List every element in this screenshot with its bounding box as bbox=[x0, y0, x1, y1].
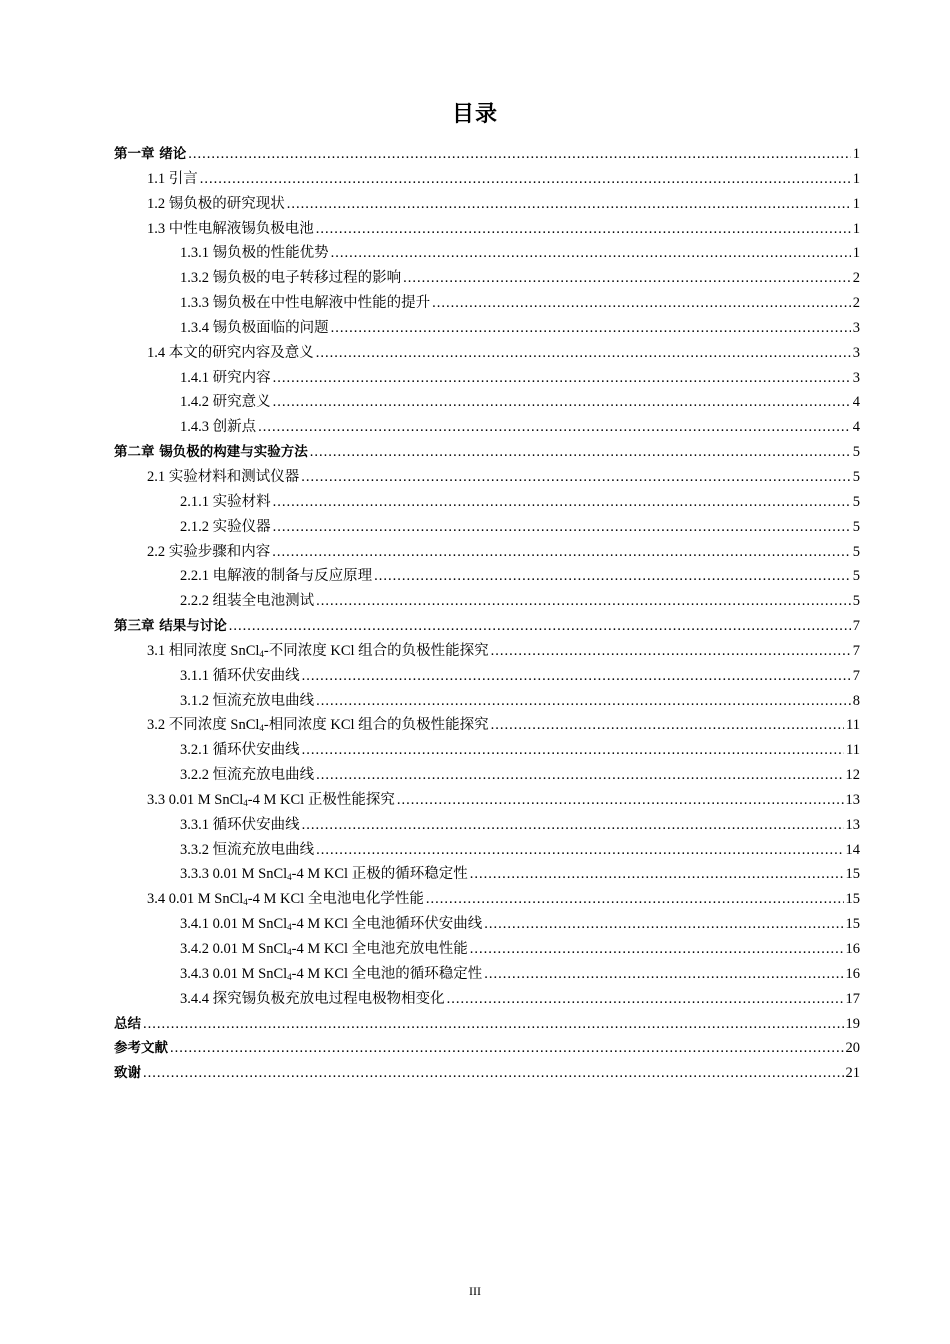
toc-page-number: 11 bbox=[846, 742, 860, 759]
dot-leader bbox=[316, 589, 851, 614]
dot-leader bbox=[200, 167, 851, 192]
toc-entry-text bbox=[180, 937, 468, 962]
dot-leader bbox=[331, 316, 851, 341]
toc-page-number: 5 bbox=[852, 468, 860, 485]
toc-entry[interactable] bbox=[114, 912, 860, 937]
dot-leader bbox=[470, 862, 844, 887]
toc-entry-text: 第二章 锡负极的构建与实验方法 bbox=[114, 444, 308, 461]
toc-entry[interactable] bbox=[114, 788, 860, 813]
toc-entry-text: 2.1.1 实验材料 bbox=[180, 493, 271, 510]
toc-entry[interactable] bbox=[114, 664, 860, 689]
toc-entry[interactable] bbox=[114, 390, 860, 415]
toc-entry[interactable] bbox=[114, 366, 860, 391]
toc-entry[interactable] bbox=[114, 838, 860, 863]
dot-leader bbox=[310, 440, 851, 465]
toc-page-number: 4 bbox=[852, 419, 860, 436]
toc-page-number: 5 bbox=[852, 518, 860, 535]
toc-entry-text: 2.2.1 电解液的制备与反应原理 bbox=[180, 568, 373, 585]
subscript: 4 bbox=[287, 971, 292, 982]
toc-entry-text-pre: 3.1 相同浓度 SnCl bbox=[147, 642, 260, 659]
toc-page-number: 4 bbox=[852, 394, 860, 411]
dot-leader bbox=[258, 415, 851, 440]
toc-entry[interactable] bbox=[114, 465, 860, 490]
toc-entry-text-post: -相同浓度 KCl 组合的负极性能探究 bbox=[263, 717, 489, 734]
toc-entry-text: 3.1.2 恒流充放电曲线 bbox=[180, 692, 315, 709]
toc-entry-text: 3.1.1 循环伏安曲线 bbox=[180, 667, 300, 684]
toc-page-number: 15 bbox=[845, 891, 860, 908]
dot-leader bbox=[143, 1061, 844, 1086]
toc-entry[interactable] bbox=[114, 589, 860, 614]
toc-entry[interactable] bbox=[114, 887, 860, 912]
toc-entry[interactable] bbox=[114, 713, 860, 738]
dot-leader bbox=[188, 142, 851, 167]
toc-page-number: 17 bbox=[845, 990, 860, 1007]
toc-entry[interactable] bbox=[114, 440, 860, 465]
toc-entry-text: 1.3.3 锡负极在中性电解液中性能的提升 bbox=[180, 295, 431, 312]
toc-entry-text-post: -4 M KCl 全电池充放电性能 bbox=[291, 941, 468, 957]
subscript: 4 bbox=[287, 922, 292, 933]
toc-entry[interactable] bbox=[114, 167, 860, 192]
toc-entry-text: 3.4.4 探究锡负极充放电过程电极物相变化 bbox=[180, 990, 445, 1007]
toc-page-number: 1 bbox=[852, 245, 860, 262]
toc-entry-text: 1.4 本文的研究内容及意义 bbox=[147, 344, 314, 361]
toc-entry[interactable] bbox=[114, 515, 860, 540]
dot-leader bbox=[316, 217, 851, 242]
toc-entry-text-pre: 3.4.1 0.01 M SnCl bbox=[180, 916, 288, 933]
toc-entry[interactable] bbox=[114, 341, 860, 366]
toc-entry-text bbox=[147, 887, 424, 912]
toc-entry[interactable] bbox=[114, 540, 860, 565]
dot-leader bbox=[484, 912, 843, 937]
toc-entry[interactable] bbox=[114, 1036, 860, 1061]
subscript: 4 bbox=[259, 723, 264, 734]
toc-entry-text-pre: 3.3 0.01 M SnCl bbox=[147, 791, 244, 808]
toc-page-number: 8 bbox=[852, 692, 860, 709]
toc-entry-text: 3.2.2 恒流充放电曲线 bbox=[180, 767, 315, 784]
dot-leader bbox=[397, 788, 844, 813]
toc-entry-text-post: -4 M KCl 正极的循环稳定性 bbox=[291, 866, 468, 883]
toc-entry-text: 1.2 锡负极的研究现状 bbox=[147, 195, 285, 212]
toc-entry-text bbox=[180, 862, 468, 887]
subscript: 4 bbox=[243, 797, 248, 808]
toc-title: 目录 bbox=[451, 102, 498, 127]
dot-leader bbox=[302, 813, 844, 838]
toc-entry-text-pre: 3.4.3 0.01 M SnCl bbox=[180, 965, 288, 982]
toc-entry-text: 1.3.2 锡负极的电子转移过程的影响 bbox=[180, 270, 402, 287]
toc-page-number: 14 bbox=[845, 841, 860, 858]
toc-entry[interactable] bbox=[114, 937, 860, 962]
toc-entry-text: 第一章 绪论 bbox=[114, 146, 187, 162]
toc-page-number: 16 bbox=[845, 965, 860, 982]
toc-entry-text bbox=[180, 962, 482, 987]
toc-entry[interactable] bbox=[114, 142, 860, 167]
toc-entry-text-pre: 3.4 0.01 M SnCl bbox=[147, 891, 244, 908]
toc-page-number: 15 bbox=[845, 916, 860, 933]
toc-entry-text-pre: 3.3.3 0.01 M SnCl bbox=[180, 866, 288, 883]
toc-page-number: 3 bbox=[852, 344, 860, 361]
toc-page-number: 13 bbox=[845, 791, 860, 808]
toc-page-number: 1 bbox=[852, 195, 860, 212]
dot-leader bbox=[403, 266, 851, 291]
toc-page-number: 13 bbox=[845, 816, 860, 833]
subscript: 4 bbox=[243, 897, 248, 908]
toc-entry-text: 2.2.2 组装全电池测试 bbox=[180, 593, 315, 610]
dot-leader bbox=[301, 465, 851, 490]
toc-entry[interactable] bbox=[114, 241, 860, 266]
toc-entry-text: 3.3.1 循环伏安曲线 bbox=[180, 816, 300, 833]
dot-leader bbox=[273, 390, 851, 415]
dot-leader bbox=[491, 639, 851, 664]
dot-leader bbox=[273, 490, 851, 515]
toc-entry-text: 参考文献 bbox=[114, 1040, 168, 1057]
subscript: 4 bbox=[287, 872, 292, 883]
toc-entry[interactable] bbox=[114, 639, 860, 664]
toc-entry-text: 致谢 bbox=[114, 1065, 141, 1082]
dot-leader bbox=[229, 614, 851, 639]
toc-page-number: 7 bbox=[852, 642, 860, 659]
dot-leader bbox=[302, 664, 851, 689]
toc-page-number: 15 bbox=[845, 866, 860, 883]
dot-leader bbox=[432, 291, 851, 316]
toc-entry[interactable] bbox=[114, 291, 860, 316]
dot-leader bbox=[426, 887, 844, 912]
dot-leader bbox=[316, 838, 843, 863]
toc-page-number: 20 bbox=[845, 1040, 860, 1057]
toc-entry-text bbox=[147, 639, 489, 664]
toc-entry[interactable] bbox=[114, 813, 860, 838]
dot-leader bbox=[316, 689, 851, 714]
toc-entry[interactable] bbox=[114, 192, 860, 217]
toc-entry-text bbox=[147, 713, 489, 738]
toc-list bbox=[114, 142, 860, 1086]
toc-entry-text-post: -4 M KCl 正极性能探究 bbox=[247, 791, 395, 808]
toc-page-number: 2 bbox=[852, 295, 860, 312]
toc-entry-text: 1.4.3 创新点 bbox=[180, 419, 257, 436]
toc-entry-text: 第三章 结果与讨论 bbox=[114, 618, 227, 635]
dot-leader bbox=[302, 738, 844, 763]
toc-page-number: 5 bbox=[852, 543, 860, 560]
toc-entry[interactable] bbox=[114, 415, 860, 440]
toc-entry[interactable] bbox=[114, 1061, 860, 1086]
subscript: 4 bbox=[287, 947, 292, 957]
toc-page-number: 5 bbox=[852, 493, 860, 510]
toc-entry-text: 1.3.1 锡负极的性能优势 bbox=[180, 245, 329, 262]
toc-entry[interactable] bbox=[114, 614, 860, 639]
toc-page-number: 21 bbox=[845, 1065, 860, 1082]
toc-entry-text: 1.3 中性电解液锡负极电池 bbox=[147, 220, 314, 237]
toc-entry[interactable] bbox=[114, 862, 860, 887]
toc-entry-text: 1.4.2 研究意义 bbox=[180, 394, 271, 411]
page-number: III bbox=[469, 1284, 481, 1298]
toc-entry-text-post: -4 M KCl 全电池循环伏安曲线 bbox=[291, 916, 483, 933]
toc-page-number: 5 bbox=[852, 593, 860, 610]
toc-entry[interactable] bbox=[114, 217, 860, 242]
dot-leader bbox=[143, 1012, 844, 1037]
toc-page-number: 5 bbox=[852, 444, 860, 461]
toc-page-number: 3 bbox=[852, 369, 860, 386]
dot-leader bbox=[170, 1036, 844, 1061]
dot-leader bbox=[374, 564, 851, 589]
toc-entry[interactable] bbox=[114, 1012, 860, 1037]
dot-leader bbox=[491, 713, 844, 738]
toc-entry[interactable] bbox=[114, 490, 860, 515]
toc-page-number: 3 bbox=[852, 319, 860, 336]
toc-page-number: 1 bbox=[852, 220, 860, 237]
toc-entry-text: 2.2 实验步骤和内容 bbox=[147, 543, 271, 560]
dot-leader bbox=[316, 763, 843, 788]
toc-page-number: 1 bbox=[852, 146, 860, 162]
toc-entry-text bbox=[147, 788, 395, 813]
dot-leader bbox=[447, 987, 844, 1012]
toc-page-number: 7 bbox=[852, 618, 860, 635]
toc-page-number: 7 bbox=[852, 667, 860, 684]
toc-entry-text: 1.4.1 研究内容 bbox=[180, 369, 271, 386]
toc-page-number: 16 bbox=[845, 941, 860, 957]
toc-entry-text: 2.1 实验材料和测试仪器 bbox=[147, 468, 300, 485]
toc-entry-text: 1.3.4 锡负极面临的问题 bbox=[180, 319, 329, 336]
toc-page-number: 19 bbox=[845, 1015, 860, 1032]
dot-leader bbox=[316, 341, 851, 366]
toc-entry-text-pre: 3.4.2 0.01 M SnCl bbox=[180, 941, 288, 957]
toc-entry[interactable] bbox=[114, 564, 860, 589]
toc-entry[interactable] bbox=[114, 689, 860, 714]
toc-entry-text bbox=[180, 912, 482, 937]
toc-entry-text: 3.3.2 恒流充放电曲线 bbox=[180, 841, 315, 858]
dot-leader bbox=[287, 192, 851, 217]
toc-page-number: 2 bbox=[852, 270, 860, 287]
toc-entry-text-post: -4 M KCl 全电池的循环稳定性 bbox=[291, 965, 483, 982]
dot-leader bbox=[272, 540, 851, 565]
dot-leader bbox=[273, 366, 851, 391]
toc-entry[interactable] bbox=[114, 738, 860, 763]
dot-leader bbox=[273, 515, 851, 540]
toc-entry-text-pre: 3.2 不同浓度 SnCl bbox=[147, 717, 260, 734]
toc-entry-text: 2.1.2 实验仪器 bbox=[180, 518, 271, 535]
toc-entry-text: 3.2.1 循环伏安曲线 bbox=[180, 742, 300, 759]
toc-entry[interactable] bbox=[114, 266, 860, 291]
toc-entry[interactable] bbox=[114, 987, 860, 1012]
toc-entry-text-post: -4 M KCl 全电池电化学性能 bbox=[247, 891, 424, 908]
toc-page-number: 5 bbox=[852, 568, 860, 585]
toc-entry[interactable] bbox=[114, 962, 860, 987]
toc-page-number: 11 bbox=[846, 717, 860, 734]
dot-leader bbox=[331, 241, 851, 266]
dot-leader bbox=[470, 937, 844, 962]
toc-page-number: 1 bbox=[852, 170, 860, 187]
toc-entry-text-post: -不同浓度 KCl 组合的负极性能探究 bbox=[263, 642, 489, 659]
toc-entry-text: 总结 bbox=[114, 1015, 141, 1032]
toc-entry[interactable] bbox=[114, 763, 860, 788]
toc-page-number: 12 bbox=[845, 767, 860, 784]
toc-entry-text: 1.1 引言 bbox=[147, 170, 198, 187]
subscript: 4 bbox=[259, 648, 264, 659]
toc-entry[interactable] bbox=[114, 316, 860, 341]
dot-leader bbox=[484, 962, 843, 987]
